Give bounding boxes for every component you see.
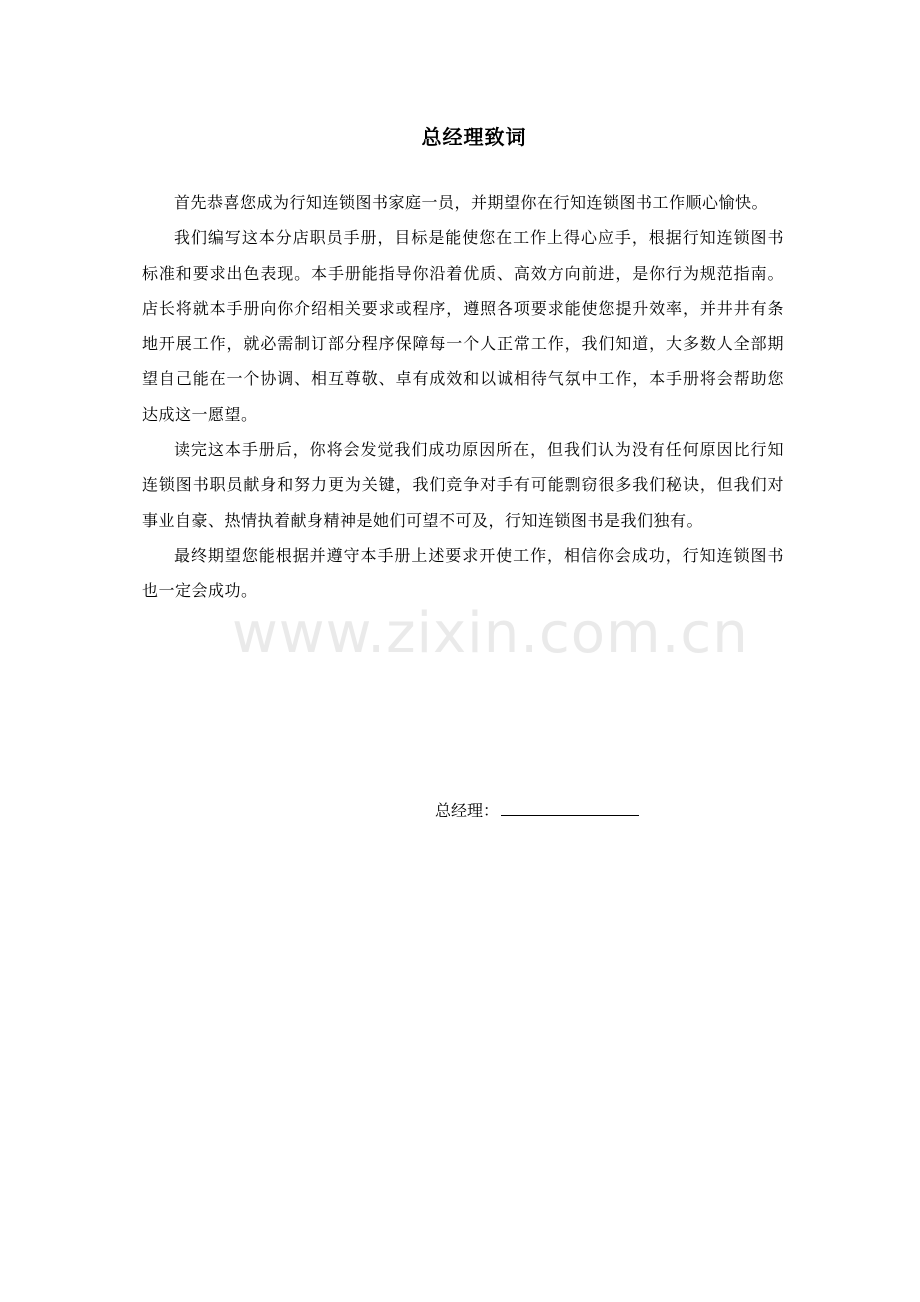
watermark: www.zixin.com.cn bbox=[232, 601, 749, 666]
paragraph-4: 最终期望您能根据并遵守本手册上述要求开使工作，相信你会成功，行知连锁图书也一定会成功。 bbox=[142, 545, 784, 601]
signature-line bbox=[501, 797, 639, 816]
document-title: 总经理致词 bbox=[421, 125, 527, 149]
paragraph-1: 首先恭喜您成为行知连锁图书家庭一员，并期望你在行知连锁图书工作顺心愉快。 bbox=[174, 193, 769, 212]
signature-label: 总经理： bbox=[435, 801, 500, 820]
paragraph-2: 我们编写这本分店职员手册，目标是能使您在工作上得心应手，根据行知连锁图书标准和要求出色表现。本手册能指导你沿着优质、高效方向前进，是你行为规范指南。店长将就本手册向你介绍相关要求或程序，遵照各项要求能使您提升效率，并井井有条地开展工作，就必需制订部分程序保障每一个人正常工作，我们知道，大多数人全部期望自己能在一个协调、相互尊敬、卓有成效和以诚相待气氛中工作，本手册将会帮助您达成这一愿望。 bbox=[142, 228, 784, 424]
document-body bbox=[142, 185, 784, 609]
signature-block bbox=[435, 797, 639, 824]
paragraph-3: 读完这本手册后，你将会发觉我们成功原因所在，但我们认为没有任何原因比行知连锁图书职员献身和努力更为关键，我们竞争对手有可能剽窃很多我们秘诀，但我们对事业自豪、热情执着献身精神是她们可望不可及，行知连锁图书是我们独有。 bbox=[142, 440, 784, 530]
